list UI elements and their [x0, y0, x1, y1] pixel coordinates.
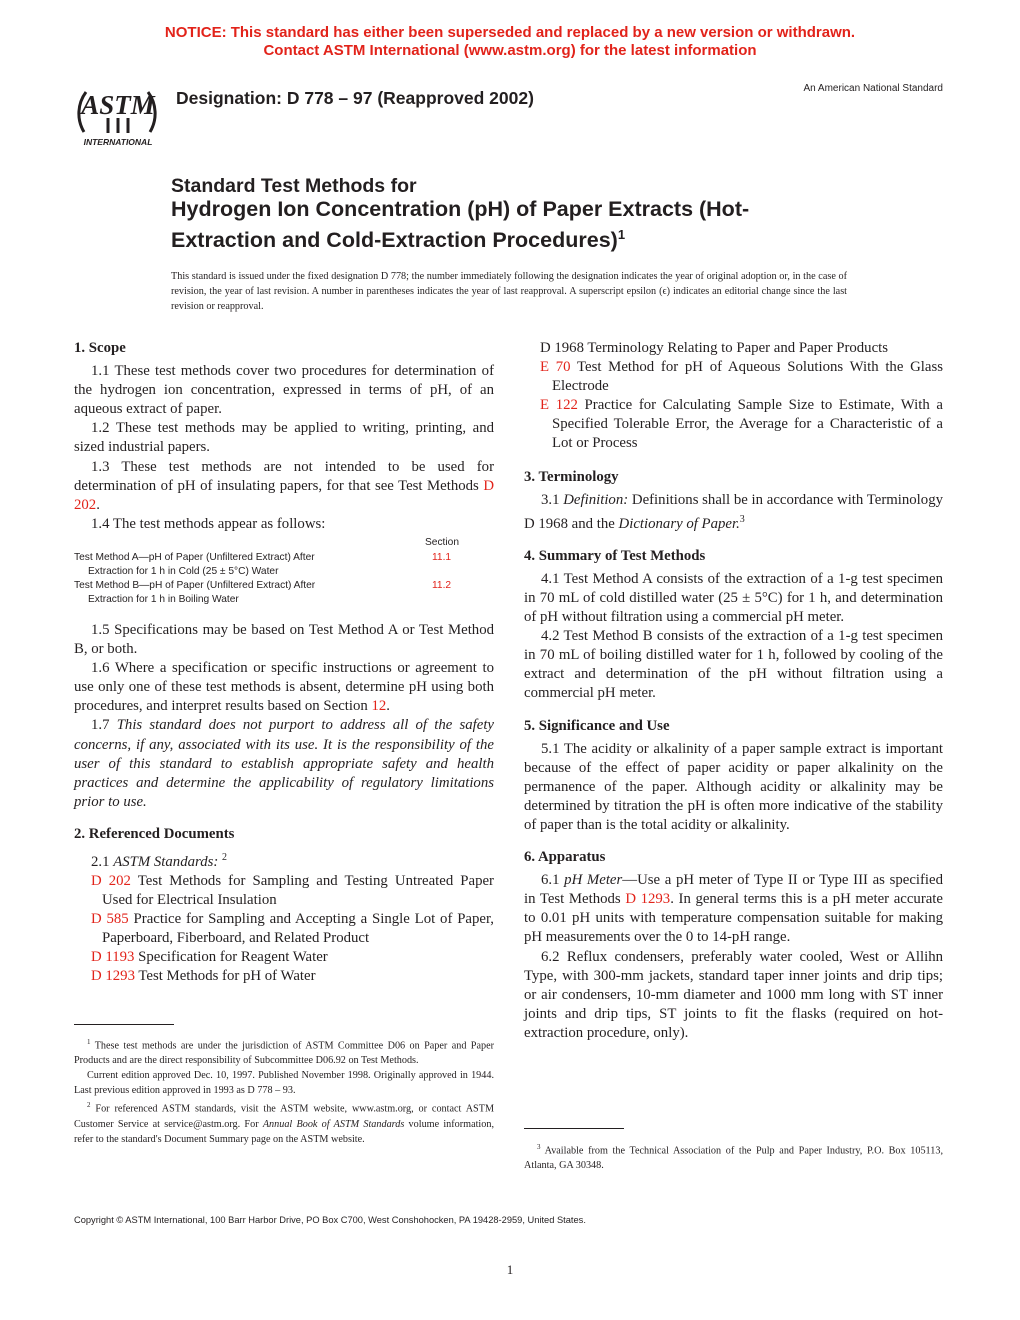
para-1-6 — [74, 659, 494, 716]
footnote-1-text: These test methods are under the jurisdiction of ASTM Committee D06 on Paper and Paper Products and are the direct responsibility of Subcommittee D06.92 on Test Methods. — [74, 1040, 494, 1067]
footnote-2-mark: 2 — [87, 1101, 91, 1110]
footnote-2 — [74, 1098, 494, 1146]
ref-item-d202 — [74, 872, 494, 910]
american-national-standard: An American National Standard — [803, 83, 943, 94]
table-row-section-link[interactable]: 11.2 — [432, 579, 452, 591]
section-heading-terminology: 3. Terminology — [524, 468, 619, 485]
footnote-2-italic: Annual Book of ASTM Standards — [262, 1118, 405, 1130]
para-1-6-end: . — [386, 698, 390, 715]
para-1-3-end: . — [96, 496, 100, 513]
astm-standards-label: ASTM Standards: — [113, 853, 219, 870]
footnote-3-text: Available from the Technical Association of the Pulp and Paper Industry, P.O. Box 105113, Atlanta, GA 30348. — [524, 1145, 943, 1172]
para-6-1-num: 6.1 — [541, 872, 565, 889]
notice-line-2: Contact ASTM International (www.astm.org) for the latest information — [263, 42, 757, 59]
logo-subtext: INTERNATIONAL — [83, 137, 153, 147]
table-row-label-cont: Extraction for 1 h in Cold (25 ± 5°C) Water — [88, 566, 279, 578]
para-5-1: 5.1 The acidity or alkalinity of a paper sample extract is important because of the effect of paper acidity or paper alkalinity on the permanence of the paper. Although acidity or alkalinity may be determined by titration the pH is often more indicative of the stability of paper than is the total acidity or alkalinity. — [524, 740, 943, 833]
logo-letters: ASTM — [81, 90, 155, 120]
para-1-3-text: 1.3 These test methods are not intended to be used for determination of pH of insulating papers, for that see Test Methods — [74, 458, 494, 494]
table-row — [74, 579, 494, 608]
definition-label: Definition: — [563, 491, 629, 508]
left-column — [74, 339, 494, 987]
footnote-1-edition: Current edition approved Dec. 10, 1997. Published November 1998. Originally approved in 1944. Last previous edition approved in 1993 as D 778 – 93. — [74, 1070, 494, 1097]
table-row-label-cont: Extraction for 1 h in Boiling Water — [88, 594, 239, 606]
para-1-5: 1.5 Specifications may be based on Test Method A or Test Method B, or both. — [74, 621, 494, 658]
para-3-1-num: 3.1 — [541, 491, 564, 508]
methods-table — [74, 536, 494, 621]
link-d1293[interactable]: D 1293 — [625, 891, 671, 908]
ref-item-e70 — [524, 358, 943, 396]
title-main: Hydrogen Ion Concentration (pH) of Paper Extracts (Hot-Extraction and Cold-Extraction Procedures) — [171, 197, 750, 253]
para-2-1 — [74, 848, 494, 872]
link-d202-ref[interactable]: D 202 — [91, 872, 131, 889]
section-heading-apparatus: 6. Apparatus — [524, 849, 606, 866]
para-6-1-text: —Use a pH meter of Type II or Type III as specified in Test Methods — [524, 872, 943, 908]
para-3-1-text: Definitions shall be in accordance with Terminology D 1968 and the — [524, 491, 943, 532]
ref-item-e122 — [524, 396, 943, 453]
ref-item-text: Test Methods for pH of Water — [134, 968, 316, 985]
link-e70-ref[interactable]: E 70 — [540, 359, 571, 376]
table-header-section: Section — [425, 536, 459, 548]
astm-logo-graphic — [74, 70, 162, 150]
para-1-7 — [74, 716, 494, 811]
section-heading-scope: 1. Scope — [74, 340, 126, 356]
title-prefix: Standard Test Methods for — [171, 175, 417, 197]
footnote-3 — [524, 1140, 943, 1173]
ref-item-text: Practice for Calculating Sample Size to Estimate, With a Specified Tolerable Error, the Average for a Characteristic of a Lot or Process — [552, 397, 943, 452]
table-row-label: Test Method B—pH of Paper (Unfiltered Extract) After — [74, 579, 316, 591]
footnote-3-mark: 3 — [537, 1143, 541, 1151]
designation: Designation: D 778 – 97 (Reapproved 2002) — [176, 88, 534, 108]
section-heading-referenced-documents: 2. Referenced Documents — [74, 825, 235, 842]
right-column — [524, 339, 943, 1043]
ref-d1968: D 1968 — [540, 340, 584, 356]
notice-line-1: NOTICE: This standard has either been superseded and replaced by a new version or withdrawn. — [164, 24, 856, 41]
ref-item-text: Test Methods for Sampling and Testing Untreated Paper Used for Electrical Insulation — [102, 872, 494, 909]
copyright: Copyright © ASTM International, 100 Barr Harbor Drive, PO Box C700, West Conshohocken, PA 19428-2959, United States. — [74, 1215, 586, 1225]
footnote-mark-2: 2 — [222, 851, 227, 863]
footnote-1-mark: 1 — [87, 1038, 91, 1046]
para-1-3 — [74, 458, 494, 515]
footnote-2-text-a: For referenced ASTM standards, visit the ASTM website, www.astm.org, or contact ASTM Customer Service at service@astm.org. For — [74, 1103, 494, 1130]
para-6-1 — [524, 871, 943, 947]
ref-item-text: Specification for Reagent Water — [134, 949, 328, 966]
link-d1293-ref[interactable]: D 1293 — [91, 968, 135, 985]
link-e122-ref[interactable]: E 122 — [540, 397, 578, 414]
footnote-2-text-b: volume information, refer to the standard's Document Summary page on the ASTM website. — [74, 1118, 494, 1145]
para-2-1-num: 2.1 — [91, 853, 114, 870]
para-4-1: 4.1 Test Method A consists of the extraction of a 1-g test specimen in 70 mL of cold distilled water (25 ± 5°C) for 1 h, and determination of pH without filtration using a commercial pH meter. — [524, 570, 943, 626]
para-1-2: 1.2 These test methods may be applied to writing, printing, and sized industrial papers. — [74, 420, 494, 456]
footnote-1 — [74, 1035, 494, 1068]
ref-item-text: Test Method for pH of Aqueous Solutions With the Glass Electrode — [552, 359, 943, 395]
ref-item-text: Practice for Sampling and Accepting a Single Lot of Paper, Paperboard, Fiberboard, and Related Product — [102, 911, 494, 947]
table-row-section-link[interactable]: 11.1 — [432, 551, 452, 563]
table-row — [74, 551, 494, 580]
issue-note: This standard is issued under the fixed designation D 778; the number immediately following the designation indicates the year of original adoption or, in the case of revision, the year of last revision. A number in parentheses indicates the year of last reapproval. A superscript epsilon (ϵ) indicates an editorial change since the last revision or reapproval. — [171, 271, 847, 312]
link-d1193-ref[interactable]: D 1193 — [91, 949, 135, 966]
safety-caveat: This standard does not purport to address all of the safety concerns, if any, associated with its use. It is the responsibility of the user of this standard to establish appropriate safety and health practices and determine the applicability of regulatory limitations prior to use. — [74, 717, 494, 810]
ref-item-d1193 — [74, 948, 494, 967]
para-1-6-text: 1.6 Where a specification or specific instructions or agreement to use only one of these test methods is absent, determine pH using both procedures, and interpret results based on Section — [74, 660, 494, 715]
ref-item-d585 — [74, 910, 494, 948]
section-heading-summary: 4. Summary of Test Methods — [524, 547, 706, 564]
para-1-4: 1.4 The test methods appear as follows: — [91, 515, 326, 532]
ph-meter-label: pH Meter — [564, 872, 623, 889]
ref-item-d1293 — [74, 967, 494, 986]
ref-item-text: Terminology Relating to Paper and Paper Products — [583, 340, 889, 356]
footnote-rule — [74, 1024, 174, 1025]
title-footnote-mark: 1 — [617, 227, 626, 242]
footnotes-right — [524, 1140, 943, 1173]
link-d585-ref[interactable]: D 585 — [91, 911, 129, 928]
para-1-7-num: 1.7 — [91, 717, 117, 734]
para-3-1 — [524, 491, 943, 534]
footnote-mark-3: 3 — [739, 513, 745, 525]
link-section-12[interactable]: 12 — [371, 698, 387, 715]
para-6-1-end: . In general terms this is a pH meter accurate to 0.01 pH units with temperature compensation suitable for making pH measurements over the 0 to 14-pH range. — [524, 891, 943, 946]
para-6-2: 6.2 Reflux condensers, preferably water cooled, West or Allihn Type, with 300-mm jackets, standard taper inner joints and drip tips; or air condensers, 10-mm diameter and 1000 mm long with ST inner joints and drip tips, ST joints to fit the flasks (required on hot-extraction procedure, only). — [524, 948, 943, 1041]
section-heading-significance: 5. Significance and Use — [524, 717, 670, 734]
astm-logo — [74, 70, 162, 150]
table-row-label: Test Method A—pH of Paper (Unfiltered Extract) After — [74, 551, 315, 563]
footnote-rule-right — [524, 1128, 624, 1129]
dictionary-title: Dictionary of Paper. — [618, 515, 740, 532]
ref-item-d1968 — [524, 339, 943, 358]
supersede-notice — [0, 24, 1020, 60]
para-4-2: 4.2 Test Method B consists of the extraction of a 1-g test specimen in 70 mL of boiling distilled water for 1 h, followed by cooling of the extract and determination of the pH without filtration using a commercial pH meter. — [524, 628, 943, 702]
link-d202[interactable]: D 202 — [74, 477, 494, 513]
page-title — [171, 197, 851, 253]
para-1-1: 1.1 These test methods cover two procedures for determination of the hydrogen ion concentration, expressed in terms of pH, of an aqueous extract of paper. — [74, 363, 494, 418]
page-number: 1 — [506, 1262, 514, 1277]
footnotes-left — [74, 1035, 494, 1147]
